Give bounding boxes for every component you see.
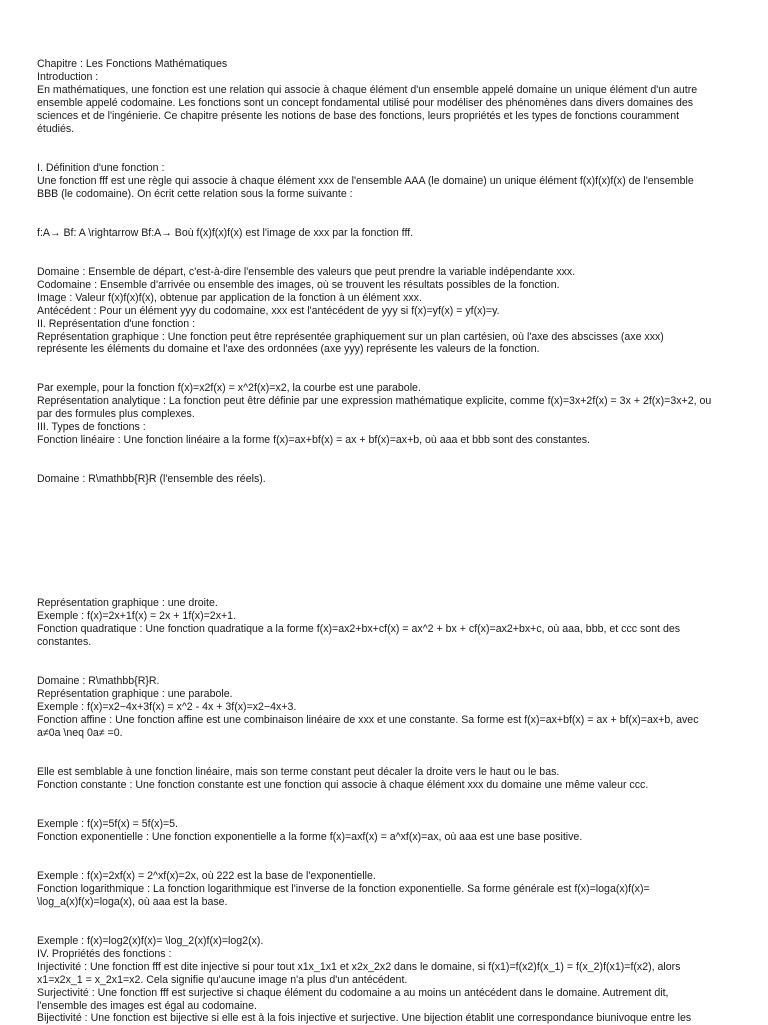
formula-paragraph xyxy=(37,227,737,240)
constant-paragraph xyxy=(37,818,737,844)
text-line: Une fonction fff est une règle qui associe à chaque élément xxx de l'ensemble AAA (le domaine) un unique élément f(x)f(x)f(x) de l'ensemble xyxy=(37,174,694,187)
text-line: sciences et de l'ingénierie. Ce chapitre présente les notions de base des fonctions, leurs propriétés et les types de fonctions couramment xyxy=(37,109,680,122)
section-heading: IV. Propriétés des fonctions : xyxy=(37,947,172,960)
text-line: étudiés. xyxy=(37,122,75,135)
text-line: Bijectivité : Une fonction est bijective si elle est à la fois injective et surjective. Une bijection établit une correspondance biunivoque entre les xyxy=(37,1012,692,1025)
text-line: ensemble appelé codomaine. Les fonctions sont un concept fondamental utilisé pour modéliser des phénomènes dans divers domaines des xyxy=(37,96,694,109)
text-line: Fonction quadratique : Une fonction quadratique a la forme f(x)=ax2+bx+cf(x) = ax^2 + bx + cf(x)=ax2+bx+c, où aaa, bbb, et ccc sont des xyxy=(37,622,681,635)
section-heading: II. Représentation d'une fonction : xyxy=(37,317,196,330)
text-line: Domaine : R\mathbb{R}R (l'ensemble des réels). xyxy=(37,473,266,485)
text-line: Fonction exponentielle : Une fonction exponentielle a la forme f(x)=axf(x) = a^xf(x)=ax, où aaa est une base positive. xyxy=(37,830,583,843)
section-heading: I. Définition d'une fonction : xyxy=(37,162,165,174)
properties-paragraph xyxy=(37,935,737,1025)
text-line: Représentation graphique : une droite. xyxy=(37,597,218,609)
section-heading: Introduction : xyxy=(37,70,99,83)
text-line: x1=x2x_1 = x_2x1=x2. Cela signifie qu'aucune image n'a plus d'un antécédent. xyxy=(37,973,408,986)
exponential-paragraph xyxy=(37,870,737,909)
text-line: a≠0a \neq 0a≠ =0. xyxy=(37,726,123,739)
text-line: Surjectivité : Une fonction fff est surjective si chaque élément du codomaine a au moins un antécédent dans le domaine. Autrement dit, xyxy=(37,986,669,999)
text-line: Exemple : f(x)=2x+1f(x) = 2x + 1f(x)=2x+1. xyxy=(37,609,237,622)
text-line: Fonction linéaire : Une fonction linéaire a la forme f(x)=ax+bf(x) = ax + bf(x)=ax+b, où aaa et bbb sont des constantes. xyxy=(37,433,590,446)
text-line: représente les éléments du domaine et l'axe des ordonnées (axe yyy) représente les valeurs de la fonction. xyxy=(37,343,540,356)
text-line: Image : Valeur f(x)f(x)f(x), obtenue par application de la fonction à un élément xxx. xyxy=(37,291,422,304)
text-line: Exemple : f(x)=log⁡2(x)f(x)= \log_2(x)f(x)=log2(x). xyxy=(37,935,264,947)
quadratic-paragraph xyxy=(37,675,737,740)
text-line: Codomaine : Ensemble d'arrivée ou ensemble des images, où se trouvent les résultats possibles de la fonction. xyxy=(37,278,560,291)
definitions-list xyxy=(37,266,737,356)
text-line: Représentation analytique : La fonction peut être définie par une expression mathématique explicite, comme f(x)=3x+2f(x) = 3x + 2f(x)=3x+2, ou xyxy=(37,394,712,407)
formula-line: f:A→ Bf: A \rightarrow Bf:A→ Boù f(x)f(x)f(x) est l'image de xxx par la fonction fff. xyxy=(37,227,414,239)
domain-paragraph xyxy=(37,473,737,486)
text-line: \log_a(x)f(x)=loga(x), où aaa est la base. xyxy=(37,895,228,908)
text-line: Représentation graphique : Une fonction peut être représentée graphiquement sur un plan cartésien, où l'axe des abscisses (axe xxx) xyxy=(37,330,664,343)
linear-example-paragraph xyxy=(37,597,737,649)
text-line: Exemple : f(x)=5f(x) = 5f(x)=5. xyxy=(37,818,178,830)
text-line: BBB (le codomaine). On écrit cette relation sous la forme suivante : xyxy=(37,187,353,200)
example-paragraph xyxy=(37,382,737,447)
text-line: Exemple : f(x)=x2−4x+3f(x) = x^2 - 4x + 3f(x)=x2−4x+3. xyxy=(37,700,297,713)
definition-paragraph xyxy=(37,162,737,201)
text-line: Fonction logarithmique : La fonction logarithmique est l'inverse de la fonction exponentielle. Sa forme générale est f(x)=log⁡a(x)f(x)= xyxy=(37,882,650,895)
section-heading: III. Types de fonctions : xyxy=(37,420,146,433)
text-line: Injectivité : Une fonction fff est dite injective si pour tout x1x_1x1 et x2x_2x2 dans le domaine, si f(x1)=f(x2)f(x_1) = f(x_2)f(x1)=f(x2), alors xyxy=(37,960,681,973)
text-line: Représentation graphique : une parabole. xyxy=(37,687,233,700)
text-line: Fonction constante : Une fonction constante est une fonction qui associe à chaque élément xxx du domaine une même valeur ccc. xyxy=(37,778,649,791)
text-line: Domaine : R\mathbb{R}R. xyxy=(37,675,160,687)
affine-paragraph xyxy=(37,766,737,792)
text-line: Exemple : f(x)=2xf(x) = 2^xf(x)=2x, où 222 est la base de l'exponentielle. xyxy=(37,870,376,882)
text-line: constantes. xyxy=(37,635,92,648)
text-line: Fonction affine : Une fonction affine est une combinaison linéaire de xxx et une constante. Sa forme est f(x)=ax+bf(x) = ax + bf(x)=ax+b, avec xyxy=(37,713,699,726)
text-line: Elle est semblable à une fonction linéaire, mais son terme constant peut décaler la droite vers le haut ou le bas. xyxy=(37,766,560,778)
text-line: En mathématiques, une fonction est une relation qui associe à chaque élément d'un ensemble appelé domaine un unique élément d'un autre xyxy=(37,83,698,96)
chapter-title: Chapitre : Les Fonctions Mathématiques xyxy=(37,58,228,70)
text-line: Domaine : Ensemble de départ, c'est-à-dire l'ensemble des valeurs que peut prendre la variable indépendante xxx. xyxy=(37,266,576,278)
text-line: l'ensemble des images est égal au codomaine. xyxy=(37,999,257,1012)
intro-paragraph xyxy=(37,58,737,135)
text-line: Par exemple, pour la fonction f(x)=x2f(x) = x^2f(x)=x2, la courbe est une parabole. xyxy=(37,382,421,394)
text-line: Antécédent : Pour un élément yyy du codomaine, xxx est l'antécédent de yyy si f(x)=yf(x) = yf(x)=y. xyxy=(37,304,500,317)
text-line: par des formules plus complexes. xyxy=(37,407,195,420)
